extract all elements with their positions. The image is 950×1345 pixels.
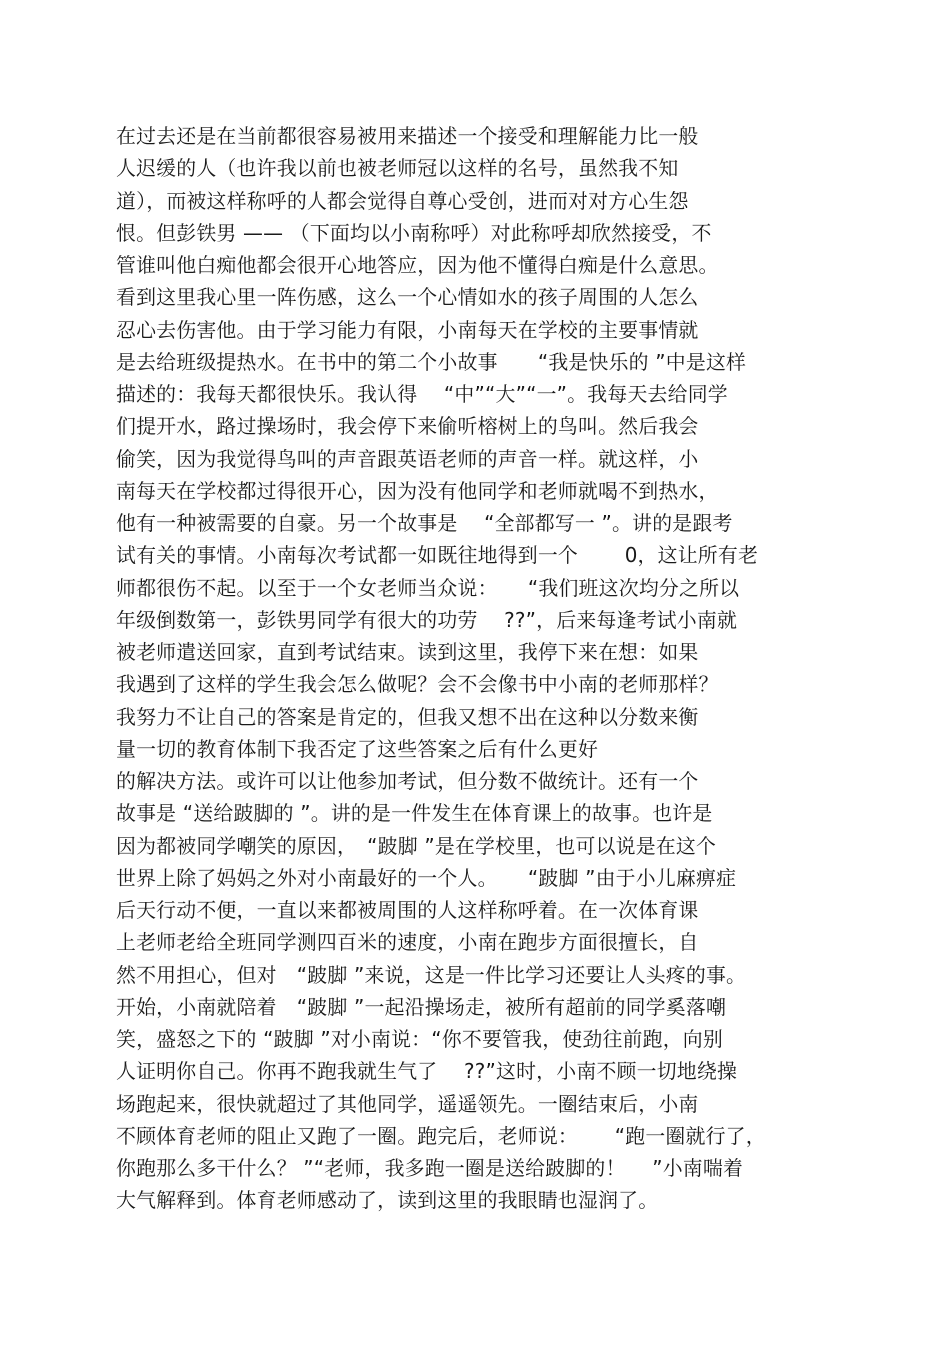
text-line: 因为都被同学嘲笑的原因， “跛脚 ”是在学校里，也可以说是在这个 [116,833,717,858]
text-line: 恨。但彭铁男 —— （下面均以小南称呼）对此称呼却欣然接受，不 [116,220,712,245]
text-line: 管谁叫他白痴他都会很开心地答应，因为他不懂得白痴是什么意思。 [116,253,719,277]
text-line: 后天行动不便，一直以来都被周围的人这样称呼着。在一次体育课 [116,898,699,922]
text-line: 我遇到了这样的学生我会怎么做呢？会不会像书中小南的老师那样？ [116,672,719,697]
text-line: 们提开水，路过操场时，我会停下来偷听榕树上的鸟叫。然后我会 [116,414,699,439]
text-line: 我努力不让自己的答案是肯定的，但我又想不出在这种以分数来衡 [116,704,699,729]
text-line: 试有关的事情。小南每次考试都一如既往地得到一个 0，这让所有老 [116,543,759,568]
text-line: 南每天在学校都过得很开心，因为没有他同学和老师就喝不到热水， [116,478,719,503]
text-line: 师都很伤不起。以至于一个女老师当众说： “我们班这次均分之所以 [116,575,740,600]
text-line: 被老师遣送回家，直到考试结束。读到这里，我停下来在想：如果 [116,640,699,664]
text-line: 描述的：我每天都很快乐。我认得 “中”“大”“一”。我每天去给同学 [116,382,728,406]
text-line: 道），而被这样称呼的人都会觉得自尊心受创，进而对对方心生怨 [116,188,689,213]
text-line: 他有一种被需要的自豪。另一个故事是 “全部都写一 ”。讲的是跟考 [116,511,733,535]
text-line: 然不用担心，但对 “跛脚 ”来说，这是一件比学习还要让人头疼的事。 [116,962,747,987]
body-text [116,120,836,1217]
text-line: 不顾体育老师的阻止又跑了一圈。跑完后，老师说： “跑一圈就行了， [116,1123,766,1148]
text-line: 的解决方法。或许可以让他参加考试，但分数不做统计。还有一个 [116,769,699,793]
text-line: 年级倒数第一，彭铁男同学有很大的功劳 ??”，后来每逢考试小南就 [116,607,738,632]
text-line: 忍心去伤害他。由于学习能力有限，小南每天在学校的主要事情就 [116,317,699,342]
text-line: 开始，小南就陪着 “跛脚 ”一起沿操场走，被所有超前的同学奚落嘲 [116,994,727,1019]
text-line: 大气解释到。体育老师感动了，读到这里的我眼睛也湿润了。 [116,1188,659,1213]
text-line: 人迟缓的人（也许我以前也被老师冠以这样的名号，虽然我不知 [116,156,679,181]
text-line: 笑，盛怒之下的 “跛脚 ”对小南说：“你不要管我，使劲往前跑，向别 [116,1027,723,1051]
text-line: 量一切的教育体制下我否定了这些答案之后有什么更好 [116,736,599,761]
text-line: 看到这里我心里一阵伤感，这么一个心情如水的孩子周围的人怎么 [116,285,699,310]
text-line: 世界上除了妈妈之外对小南最好的一个人。 “跛脚 ”由于小儿麻痹症 [116,865,737,890]
text-line: 是去给班级提热水。在书中的第二个小故事 “我是快乐的 ”中是这样 [116,349,747,374]
text-line: 故事是 “送给跛脚的 ”。讲的是一件发生在体育课上的故事。也许是 [116,801,713,826]
text-line: 人证明你自己。你再不跑我就生气了 ??”这时，小南不顾一切地绕操 [116,1059,738,1084]
text-line: 在过去还是在当前都很容易被用来描述一个接受和理解能力比一般 [116,124,699,148]
text-line: 上老师老给全班同学测四百米的速度，小南在跑步方面很擅长，自 [116,930,699,955]
text-line: 偷笑，因为我觉得鸟叫的声音跟英语老师的声音一样。就这样，小 [116,446,699,471]
text-line: 场跑起来，很快就超过了其他同学，遥遥领先。一圈结束后，小南 [116,1091,699,1116]
text-line: 你跑那么多干什么？ ”“老师，我多跑一圈是送给跛脚的！ ”小南喘着 [116,1156,744,1180]
